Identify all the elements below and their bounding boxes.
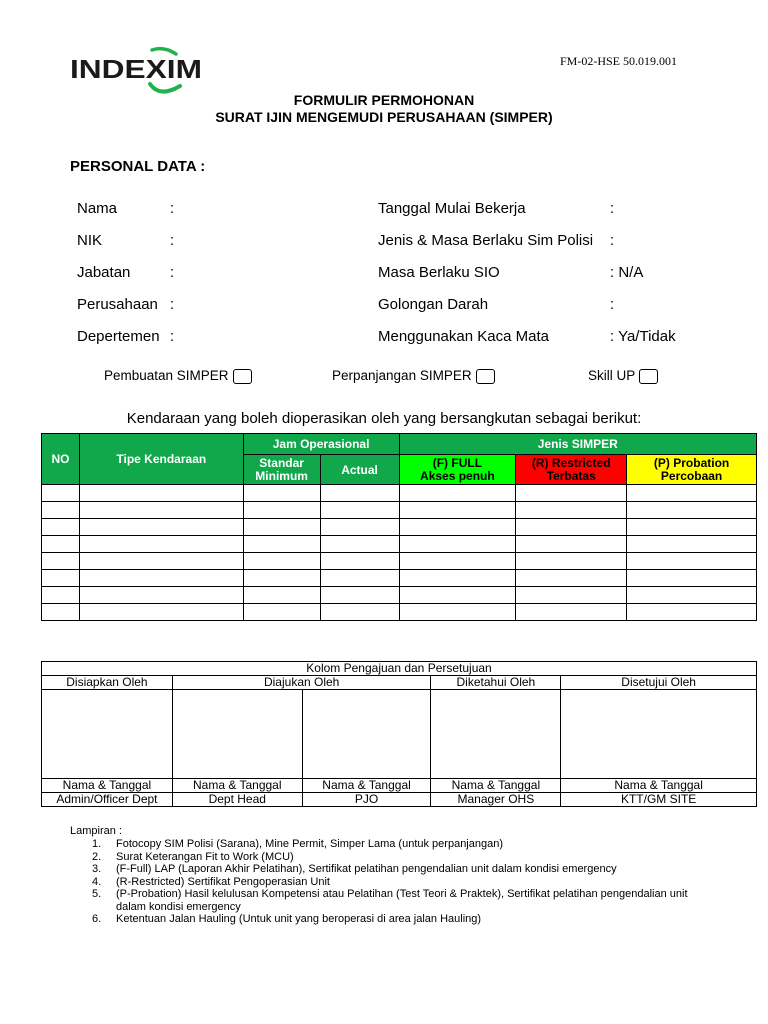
standar-line1: Standar — [259, 455, 304, 470]
col-tipe-kendaraan: Tipe Kendaraan — [79, 434, 243, 485]
restricted-line2: Terbatas — [546, 468, 596, 483]
list-item: 4. (R-Restricted) Sertifikat Pengoperasian Unit — [92, 875, 330, 888]
table-row — [42, 502, 757, 519]
form-title-line2: SURAT IJIN MENGEMUDI PERUSAHAAN (SIMPER) — [215, 109, 553, 125]
field-label-golongan-darah: Golongan Darah — [378, 296, 489, 313]
probation-line1: (P) Probation — [653, 455, 730, 470]
list-item: 2. Surat Keterangan Fit to Work (MCU) — [92, 850, 294, 863]
header-diketahui: Diketahui Oleh — [431, 676, 561, 690]
list-item: 3. (F-Full) LAP (Laporan Akhir Pelatihan), Sertifikat pelatihan pengendalian unit dalam kondisi emergency — [92, 863, 617, 875]
nama-tanggal-label: Nama & Tanggal — [172, 779, 302, 793]
lampiran-list — [92, 838, 706, 926]
restricted-line1: (R) Restricted — [531, 455, 611, 470]
field-value-golongan-darah[interactable]: : — [610, 296, 615, 313]
signature-box[interactable] — [431, 690, 561, 779]
field-value-kaca-mata[interactable]: : Ya/Tidak — [610, 328, 676, 345]
document-code: FM-02-HSE 50.019.001 — [560, 54, 678, 68]
nama-tanggal-label: Nama & Tanggal — [561, 779, 757, 793]
probation-line2: Percobaan — [660, 468, 723, 483]
table-row — [42, 587, 757, 604]
field-value-nama[interactable]: : — [170, 200, 175, 217]
option-perpanjangan — [332, 368, 495, 384]
role-admin-officer: Admin/Officer Dept — [42, 793, 173, 807]
field-label-sim-polisi: Jenis & Masa Berlaku Sim Polisi — [378, 232, 594, 249]
vehicle-table — [41, 433, 757, 621]
option-pembuatan-label: Pembuatan SIMPER — [104, 368, 229, 383]
vehicle-intro-text: Kendaraan yang boleh dioperasikan oleh yang bersangkutan sebagai berikut: — [126, 410, 642, 427]
col-probation — [627, 455, 757, 485]
field-value-nik[interactable]: : — [170, 232, 175, 249]
approval-title: Kolom Pengajuan dan Persetujuan — [42, 662, 757, 676]
col-actual: Actual — [320, 455, 399, 485]
table-row — [42, 519, 757, 536]
field-label-jabatan: Jabatan — [77, 264, 131, 281]
signature-box[interactable] — [302, 690, 431, 779]
option-perpanjangan-label: Perpanjangan SIMPER — [332, 368, 472, 383]
table-row — [42, 553, 757, 570]
full-line1: (F) FULL — [432, 455, 483, 470]
field-label-tanggal-mulai: Tanggal Mulai Bekerja — [378, 200, 526, 217]
list-item: 6. Ketentuan Jalan Hauling (Untuk unit yang beroperasi di area jalan Hauling) — [92, 913, 482, 925]
field-value-perusahaan[interactable]: : — [170, 296, 175, 313]
field-label-perusahaan: Perusahaan — [77, 296, 158, 313]
role-manager-ohs: Manager OHS — [431, 793, 561, 807]
nama-tanggal-label: Nama & Tanggal — [302, 779, 431, 793]
table-row — [42, 536, 757, 553]
col-no: NO — [42, 434, 80, 485]
header-disetujui: Disetujui Oleh — [561, 676, 757, 690]
field-value-tanggal-mulai[interactable]: : — [610, 200, 615, 217]
form-title-line1: FORMULIR PERMOHONAN — [293, 92, 475, 108]
field-label-nik: NIK — [77, 232, 103, 249]
option-pembuatan — [104, 368, 252, 384]
option-skill-up-label: Skill UP — [588, 368, 636, 383]
field-label-masa-sio: Masa Berlaku SIO — [378, 264, 500, 281]
approval-table — [41, 661, 757, 807]
col-standar-minimum — [243, 455, 320, 485]
col-jam-operasional: Jam Operasional — [243, 434, 399, 455]
signature-box[interactable] — [42, 690, 173, 779]
pembuatan-checkbox[interactable] — [233, 369, 252, 384]
field-label-kaca-mata: Menggunakan Kaca Mata — [378, 328, 549, 345]
standar-line2: Minimum — [255, 468, 308, 483]
table-row — [42, 570, 757, 587]
nama-tanggal-label: Nama & Tanggal — [431, 779, 561, 793]
option-skill-up — [588, 368, 658, 384]
table-row — [42, 604, 757, 621]
table-row — [42, 485, 757, 502]
field-label-departemen: Depertemen — [77, 328, 160, 345]
col-jenis-simper: Jenis SIMPER — [399, 434, 757, 455]
full-line2: Akses penuh — [420, 468, 495, 483]
role-pjo: PJO — [302, 793, 431, 807]
col-restricted — [516, 455, 627, 485]
personal-data-heading: PERSONAL DATA : — [70, 158, 206, 175]
nama-tanggal-label: Nama & Tanggal — [42, 779, 173, 793]
perpanjangan-checkbox[interactable] — [476, 369, 495, 384]
role-dept-head: Dept Head — [172, 793, 302, 807]
field-label-nama: Nama — [77, 200, 118, 217]
field-value-departemen[interactable]: : — [170, 328, 175, 345]
list-item: 1. Fotocopy SIM Polisi (Sarana), Mine Permit, Simper Lama (untuk perpanjangan) — [92, 838, 504, 850]
header-diajukan: Diajukan Oleh — [172, 676, 431, 690]
field-value-masa-sio[interactable]: : N/A — [610, 264, 644, 281]
signature-box[interactable] — [172, 690, 302, 779]
field-value-jabatan[interactable]: : — [170, 264, 175, 281]
indexim-logo — [68, 46, 218, 96]
lampiran-title: Lampiran : — [70, 825, 122, 837]
logo-text: INDEXIM — [70, 54, 202, 84]
signature-box[interactable] — [561, 690, 757, 779]
field-value-sim-polisi[interactable]: : — [610, 232, 615, 249]
col-full — [399, 455, 516, 485]
header-disiapkan: Disiapkan Oleh — [42, 676, 173, 690]
skill-up-checkbox[interactable] — [639, 369, 658, 384]
role-ktt-gm-site: KTT/GM SITE — [561, 793, 757, 807]
list-item: 5. (P-Probation) Hasil kelulusan Kompetensi atau Pelatihan (Test Teori & Praktek), Sertifikat pelatihan pengendalian unit dalam kondisi emergency — [92, 888, 688, 913]
